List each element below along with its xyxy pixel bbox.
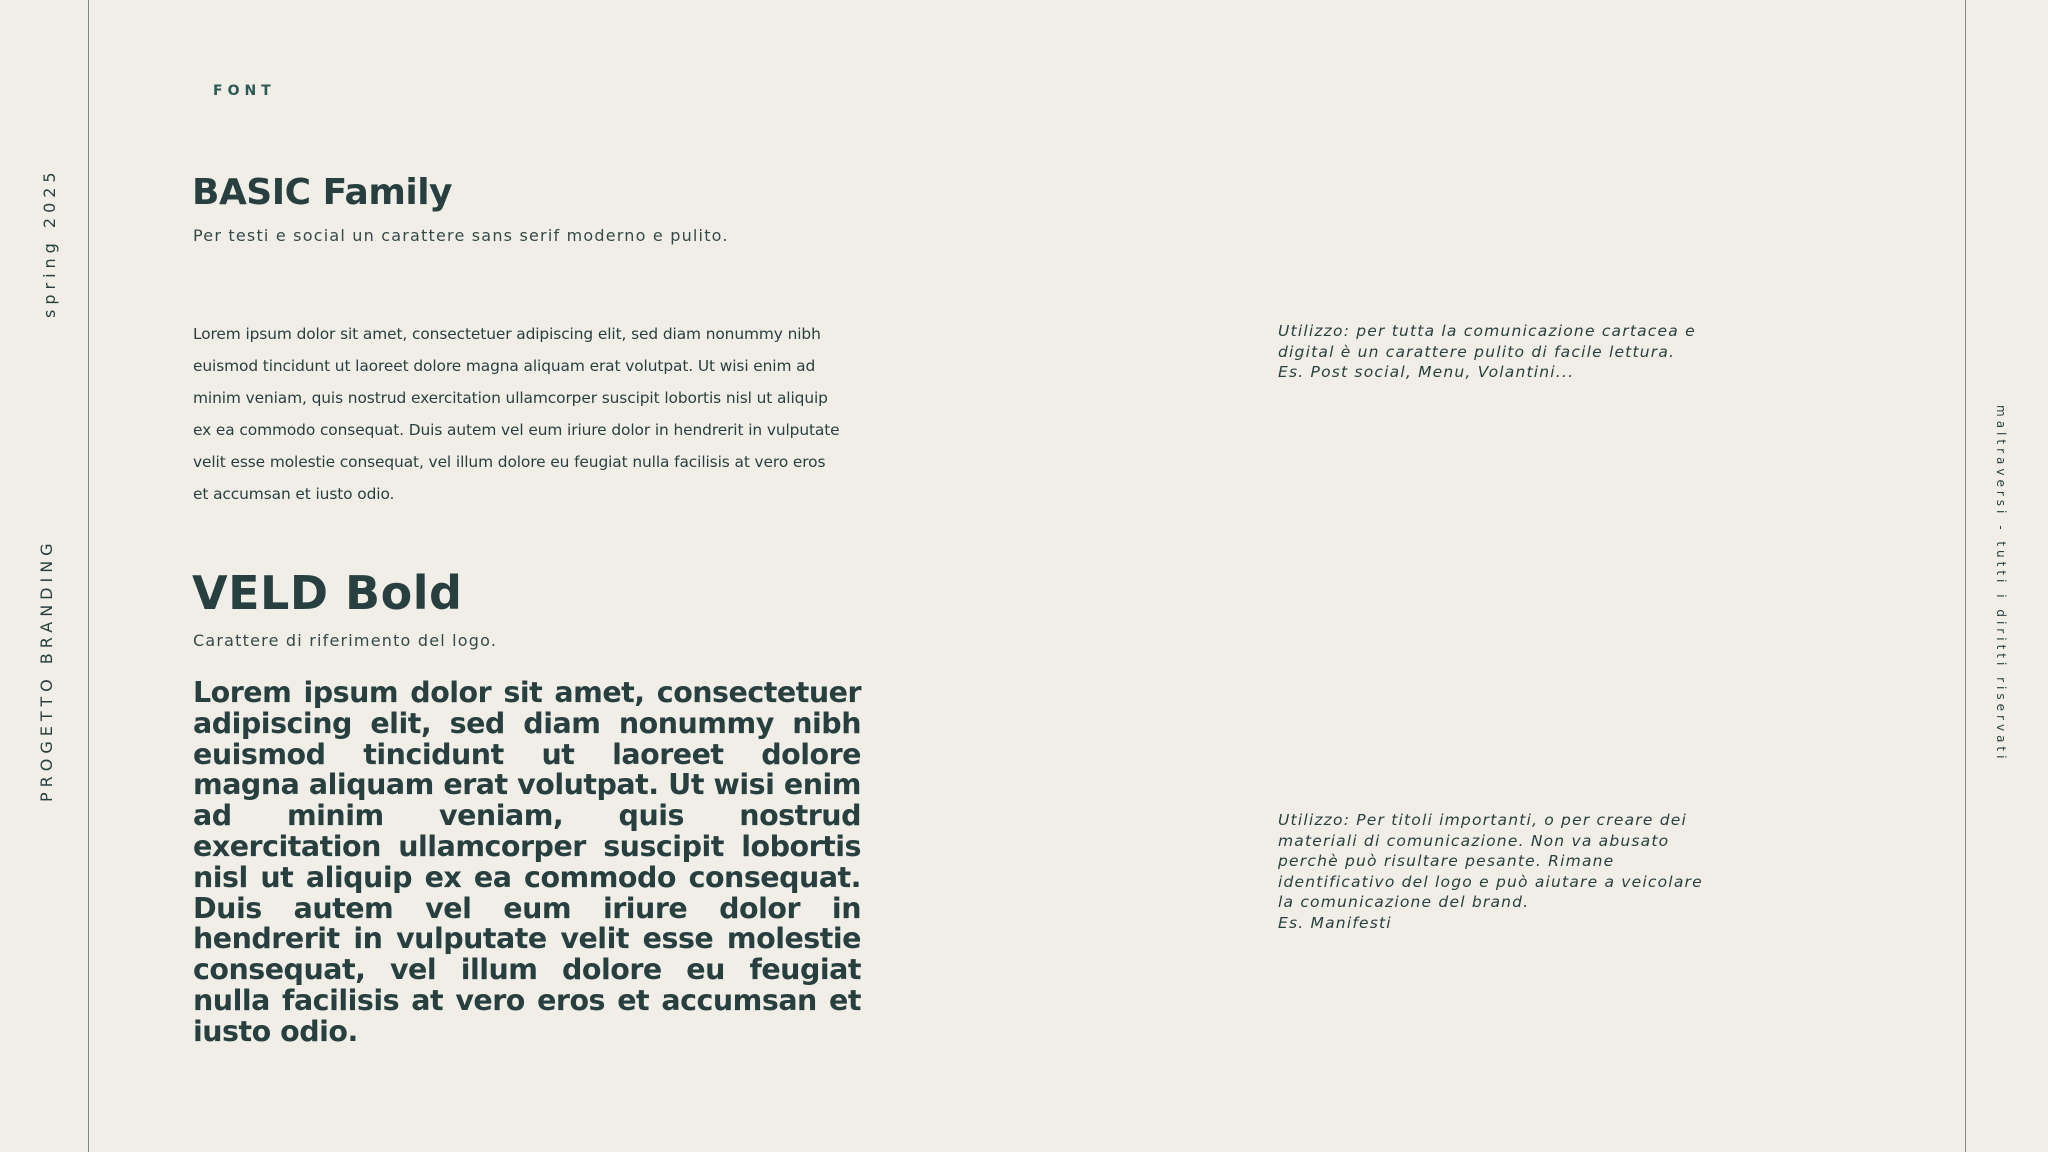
section-label: FONT	[213, 83, 276, 99]
basic-sample-text: Lorem ipsum dolor sit amet, consectetuer adipiscing elit, sed diam nonummy nibh euismod tincidunt ut laoreet dolore magna aliquam erat volutpat. Ut wisi enim ad minim veniam, quis nostrud exercitation ullamcorper suscipit lobortis nisl ut aliquip ex ea commodo consequat. Duis autem vel eum iriure dolor in hendrerit in vulputate velit esse molestie consequat, vel illum dolore eu feugiat nulla facilisis at vero eros et accumsan et iusto odio.	[193, 325, 840, 503]
veld-sample-text: Lorem ipsum dolor sit amet, consectetuer adipiscing elit, sed diam nonummy nibh euismod tincidunt ut laoreet dolore magna aliquam erat volutpat. Ut wisi enim ad minim veniam, quis nostrud exercitation ullamcorper suscipit lobortis nisl ut aliquip ex ea commodo consequat. Duis autem vel eum iriure dolor in hendrerit in vulputate velit esse molestie consequat, vel illum dolore eu feugiat nulla facilisis at vero eros et accumsan et iusto odio.	[193, 676, 861, 1048]
right-divider	[1965, 0, 1966, 1152]
season-label: spring 2025	[40, 167, 59, 318]
basic-usage-line: Utilizzo: per tutta la comunicazione cartacea e digital è un carattere pulito di facile lettura.	[1278, 322, 1696, 361]
basic-family-title: BASIC Family	[192, 172, 453, 213]
copyright-label: maltraversi - tutti i diritti riservati	[1994, 405, 2008, 763]
left-divider	[88, 0, 89, 1152]
veld-bold-title: VELD Bold	[192, 566, 463, 620]
project-label: PROGETTO BRANDING	[37, 538, 56, 802]
basic-usage-example: Es. Post social, Menu, Volantini...	[1278, 363, 1575, 381]
veld-bold-subtitle: Carattere di riferimento del logo.	[193, 631, 498, 650]
basic-family-subtitle: Per testi e social un carattere sans serif moderno e pulito.	[193, 226, 729, 245]
basic-usage-note	[1278, 321, 1718, 383]
veld-usage-line: Utilizzo: Per titoli importanti, o per creare dei materiali di comunicazione. Non va abusato perchè può risultare pesante. Rimane identificativo del logo e può aiutare a veicolare la comunicazione del brand.	[1278, 811, 1703, 911]
veld-usage-note	[1278, 810, 1718, 933]
veld-usage-example: Es. Manifesti	[1278, 913, 1392, 932]
